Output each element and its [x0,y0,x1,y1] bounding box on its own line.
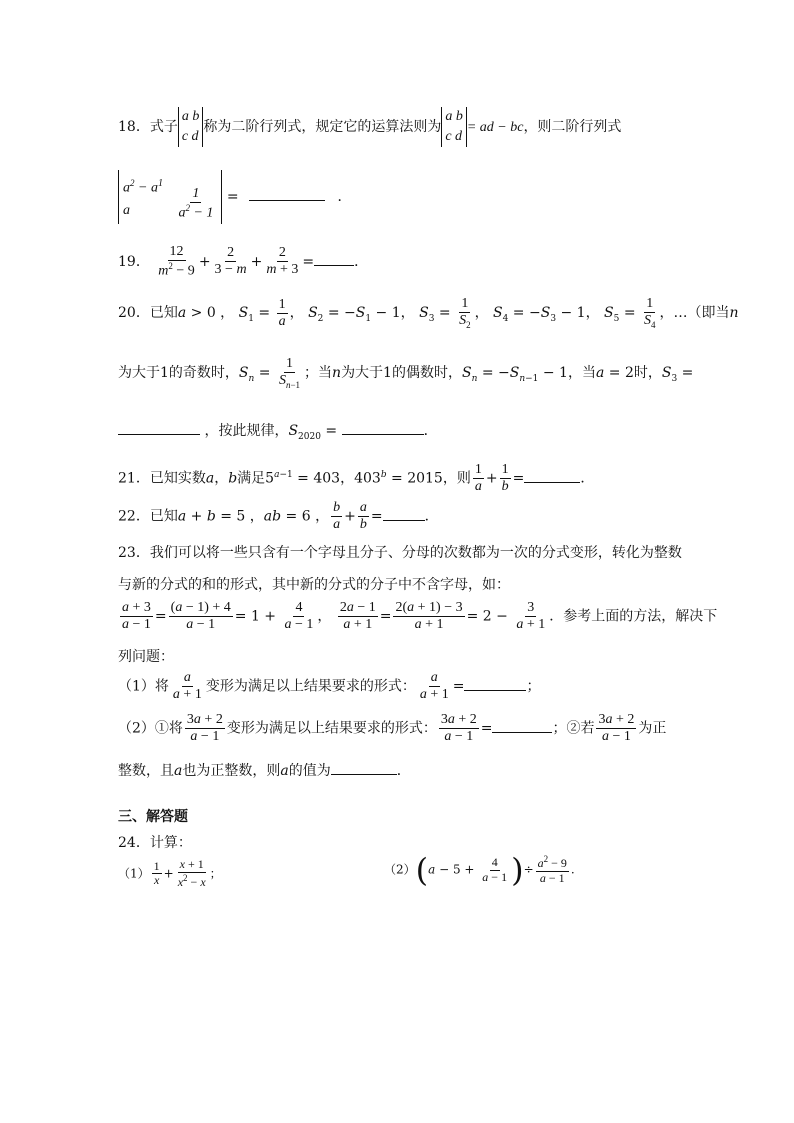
q20-blank-s3[interactable] [118,420,200,435]
q23-part1: （1）将 $\frac{a}{a + 1}$ 变形为满足以上结果要求的形式： $\frac{a}{a + 1}$ = ； [118,670,541,703]
q19-answer-blank[interactable] [314,251,354,266]
q21-answer-blank[interactable] [524,468,580,483]
q22-text1: 已知 [149,508,178,525]
q20-line2: 为大于1的奇数时，$S_n$ = $\frac{1}{S_{n-1}}$ ；当n为大于1的偶数时，$S_n = -S_{n-1} - 1$，当a = 2时，$S_3$ = [118,356,694,390]
q23-p2e: 整数，且 [118,763,174,779]
q18-end: ． [337,188,352,205]
q24-title: 24．计算： [118,835,192,851]
q22-answer-blank[interactable] [383,506,425,521]
q23-p2end: ． [396,763,411,779]
q19-number: 19． [118,253,150,270]
q18-line1 [118,104,621,151]
q24-part1: （1） $\frac{1}{x}$ + $\frac{x + 1}{x^2 - x}$ ； [118,857,222,889]
q23-p2c: ；②若 [552,720,595,737]
q23-line3: $\frac{a + 3}{a - 1}$ = $\frac{(a - 1) + 4}{a - 1}$ = 1 + $\frac{4}{a - 1}$ ， $\frac{2a - 1}{a + 1}$ = $\frac{2(a + 1) - 3}{a + 1}$ = 2 − $\frac{3}{a + 1}$ ．参考上面的方法，解决下 [122,600,718,633]
q20-line2b: ；当 [304,365,333,382]
q21-text2: 满足 [237,470,266,487]
q23-text-line2: 与新的分式的和的形式，其中新的分式的分子中不含字母，如： [118,577,510,593]
q21-line: 21．已知实数a，b满足$5^{a-1} = 403$，$403^b = 2015$，则 $\frac{1}{a}$ + $\frac{1}{b}$ = ． [118,462,595,495]
q18-answer-blank[interactable] [249,186,325,201]
q20-line1: 20．已知a > 0 ， $S_1$ = $\frac{1}{a}$ ， $S_2 = -S_1 - 1$， $S_3$ = $\frac{1}{S_2}$ ， $S_4 = -S_3 - 1$， $S_5$ = $\frac{1}{S_4}$ ，…（即当n [118,296,739,330]
q23-p2b: 变形为满足以上结果要求的形式： [226,720,437,737]
q18-text1: 式子 [149,119,178,135]
q18-text2: 称为二阶行列式，规定它的运算法则为 [203,119,442,135]
q24-part2: （2）(a − 5 + $\frac{4}{a - 1}$ )÷ $\frac{a^2 - 9}{a - 1}$ . [384,851,575,889]
q21-end: ． [580,470,595,487]
q20-end: ． [423,423,438,439]
q23-line4 [118,646,174,666]
q20-line3a: ，按此规律， [204,423,289,439]
q21-text1: 已知实数 [149,470,206,487]
q21-number: 21． [118,470,150,487]
q23-p1b: 变形为满足以上结果要求的形式： [205,678,416,695]
q18-line2: $a^2 - a^1$ a $\frac{1}{a^2 - 1}$ = ． [118,170,352,224]
q19-frac1: $\frac{12}{m^2 - 9}$ [158,244,195,279]
q24-p1-label: （1） [118,866,150,881]
q23-number: 23． [118,545,150,561]
q23-p1end: ； [526,678,541,695]
q19-line: 19． $\frac{12}{m^2 - 9}$ + $\frac{2}{3 - m}$ + $\frac{2}{m + 3}$ = ． [118,244,369,279]
q23-p1-blank[interactable] [464,676,526,691]
q19-frac3: $\frac{2}{m + 3}$ [266,245,299,278]
q23-line1 [118,542,682,562]
q22-end: ． [424,508,439,525]
q19-frac2: $\frac{2}{3 - m}$ [214,245,247,278]
q23-part2-line2: 整数，且a也为正整数，则a的值为 ． [118,760,411,780]
q18-number: 18． [118,119,150,135]
q20-text2: …（即当 [673,305,730,322]
section-title: 三、解答题 [118,809,188,825]
q20-blank-s2020[interactable] [342,420,424,435]
q21-text3: ，则 [442,470,471,487]
q24-p2-label: （2） [384,862,416,877]
q23-text-line4: 列问题： [118,649,174,665]
determinant-question: $a^2 - a^1$ a $\frac{1}{a^2 - 1}$ [118,170,222,224]
q20-text1: 已知 [149,305,178,322]
determinant-abcd: a b c d [178,107,204,147]
q20-line2e: 时， [633,365,662,382]
q23-p2g: 的值为 [288,763,331,779]
q20-line3: ，按此规律，$S_{2020}$ = ． [118,420,438,442]
q18-text4: ，则二阶行列式 [523,119,622,135]
q22-line: 22．已知a + b = 5 ，ab = 6 ， $\frac{b}{a}$ + $\frac{a}{b}$ = ． [118,500,439,533]
q20-line2c: 为大于1的偶数时， [341,365,462,382]
q23-p2-blank1[interactable] [492,718,552,733]
q22-number: 22． [118,508,150,525]
q20-line2a: 为大于1的奇数时， [118,365,239,382]
q23-p2a: （2）①将 [118,720,183,737]
q20-line2d: 当 [581,365,596,382]
q23-p2-blank2[interactable] [331,760,397,775]
q23-part2: （2）①将 $\frac{3a + 2}{a - 1}$ 变形为满足以上结果要求的形式： $\frac{3a + 2}{a - 1}$ = ；②若 $\frac{3a + 2}{a - 1}$ 为正 [118,712,667,745]
determinant-abcd-2: a b c d [441,107,467,147]
q23-text-line1: 我们可以将一些只含有一个字母且分子、分母的次数都为一次的分式变形，转化为整数 [149,545,682,561]
q23-p2f: 也为正整数，则 [182,763,281,779]
q20-number: 20． [118,305,150,322]
q23-text-line3: ．参考上面的方法，解决下 [549,608,718,625]
q18-formula: = ad − bc [466,120,524,135]
q23-line2 [118,574,510,594]
q23-p2d: 为正 [638,720,667,737]
q23-p1a: （1）将 [118,678,169,695]
